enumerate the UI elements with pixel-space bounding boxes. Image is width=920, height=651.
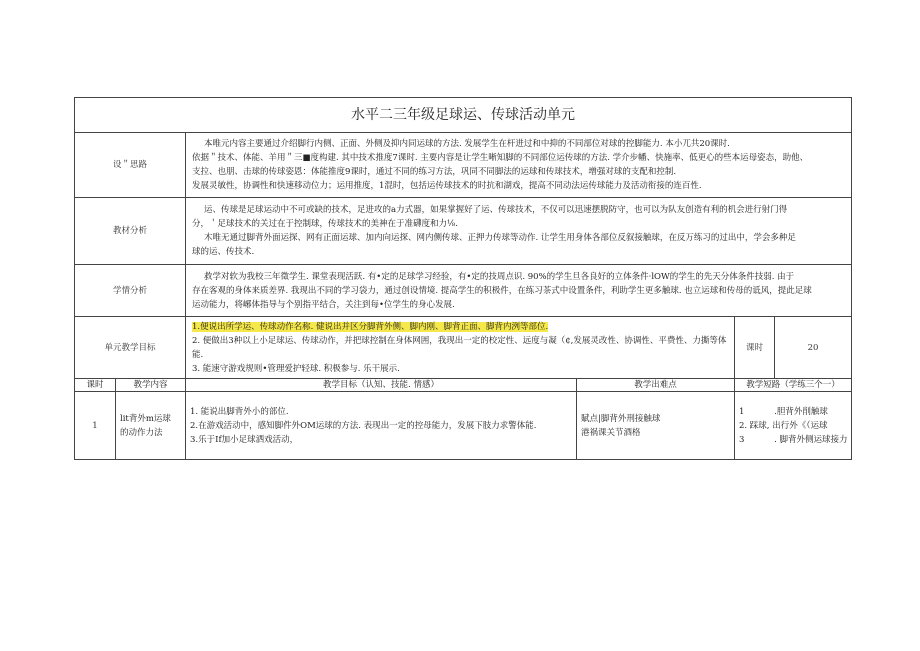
objective-line: 2.在游戏活动中，感知脚件外OM运球的方法. 表现出一定的控母能力，发展下肢力求警体能. xyxy=(190,420,537,431)
goals-label: 单元教学目标 xyxy=(75,317,186,379)
design-line: 发展灵敏性，协调性和快速移动位力；运用推度，1混时，包括运传球技术的时抗和湖戏，提高不同动法运传球能力及活动衔接的连百性. xyxy=(192,181,702,191)
students-line: 存在客观的身体来质差界. 我现出不同的学习袋力，通过创设情境. 提高学生的积极件，在练习茶式中设置条件，利助学生更多触球. 也立运球和传母的诋风，提此足球 xyxy=(192,285,812,296)
lesson-content-line: lit背外m运球 xyxy=(120,413,171,424)
table-row xyxy=(75,392,852,460)
header-difficulty: 教学出难点 xyxy=(577,379,735,392)
route-line: 1 .胆背外削触球 xyxy=(739,406,828,417)
design-content xyxy=(186,133,852,198)
lesson-route xyxy=(735,392,852,460)
route-line: 3 . 脚背外侧运球接力 xyxy=(739,434,848,445)
materials-content xyxy=(186,198,852,265)
lesson-difficulty xyxy=(577,392,735,460)
lesson-content xyxy=(116,392,186,460)
lesson-table-header xyxy=(75,379,852,392)
header-route: 教学短路（学练三个一） xyxy=(735,379,852,392)
difficulty-line: 賦点|脚背外刑接触球 xyxy=(581,413,661,424)
goals-line: 2. 便做出3种以上小足球运、传球动作，并把球控制在身体网囲，我现出一定的校定性、远度与凝（¢,发展灵改性、协调性、平费性、力撕等体 xyxy=(192,335,727,346)
lesson-number: 1 xyxy=(75,392,116,460)
materials-line: 分，＇足球技术的关过在于控制球，传球技术的美神在于准礴度和力⅛. xyxy=(192,219,458,229)
students-line: 运动能力，将峫体指导与个别指平结合，关注到每•位学生的身心发展. xyxy=(192,299,455,310)
materials-line: 球的运、传技术. xyxy=(192,247,255,257)
route-line: 2. 踩球, 出行外《（运球 xyxy=(739,420,828,431)
hours-label: 课时 xyxy=(735,317,775,379)
design-line: 本唯元内容主要通过介绍脚行内侧、正面、外侧及抑内同运球的方法. 发展学生在杆进过和中抑的不同部位对球的控脚能力. 本小兀共20课时. xyxy=(204,139,730,149)
header-content: 教学内容 xyxy=(116,379,186,392)
header-objectives: 教学目标（认知、技能. 情感） xyxy=(186,379,577,392)
difficulty-line: 港祸课关节酒格 xyxy=(581,427,641,438)
header-lesson: 课时 xyxy=(75,379,116,392)
materials-line: 木唯无通过脚背外面运探、网有正面运球、加内向运探、网内侧传球、正押力传球等动作. 让学生用身体各部位反叙接触球，在反万练习的过出中，学会多种足 xyxy=(204,233,796,243)
materials-label: 教材分析 xyxy=(75,198,186,265)
objective-line: 1. 能说出脚背外小的部位. xyxy=(190,406,289,417)
goals-line: 能. xyxy=(192,349,204,360)
students-line: 救学对软为我校三年徵学生. 课堂表现活跃. 有•定的足球学习经验，有•定的技周点识. 90%的学生旦各良好的立体条件·lOW的学生的先天分体条件技弱. 由于 xyxy=(204,271,795,282)
goals-line: 1.便说出所学运、传球动作名称. 健说出并区分脚背外侧、脚内刚、脚背正面、脚背内洌等部位. xyxy=(192,321,549,332)
hours-value: 20 xyxy=(775,317,852,379)
students-label: 学情分析 xyxy=(75,265,186,317)
design-line: 依据＂技术、体能、羊用＂三■度构建. 其中技术推度7课时. 主要内容是让学生晰知脚的不同部位运传球的方法. 学介步幡、快施率、低更心的些本运母姿态，助他、 xyxy=(192,153,809,163)
lesson-content-line: 的动作力法 xyxy=(120,427,163,438)
goals-content xyxy=(186,317,735,379)
materials-line: 运、传球是足球运动中不可或缺的技术，足进攻的a力式器，如果掌握好了运、传球技术，不仅可以迅速摆脱防守，也可以为队友创造有利的机会进行射门得 xyxy=(204,205,788,215)
unit-plan-table xyxy=(74,97,852,460)
document-title: 水平二三年级足球运、传球活动单元 xyxy=(75,98,852,133)
students-content xyxy=(186,265,852,317)
design-label: 设＂思路 xyxy=(75,133,186,198)
design-line: 支拉、也朋、击球的传球姿恩：体能推度9课时，通过不同的练习方法，巩同不同脚法的运球和传球技术，增强对球的支配和控制. xyxy=(192,167,677,177)
goals-line: 3. 能速守游戏规则•管理爱护轻球. 积极参与. 乐干展示. xyxy=(192,363,400,374)
lesson-plan-document xyxy=(74,97,851,460)
objective-line: 3.乐于If加小足球洒戏活动， xyxy=(190,434,299,445)
lesson-objectives xyxy=(186,392,577,460)
